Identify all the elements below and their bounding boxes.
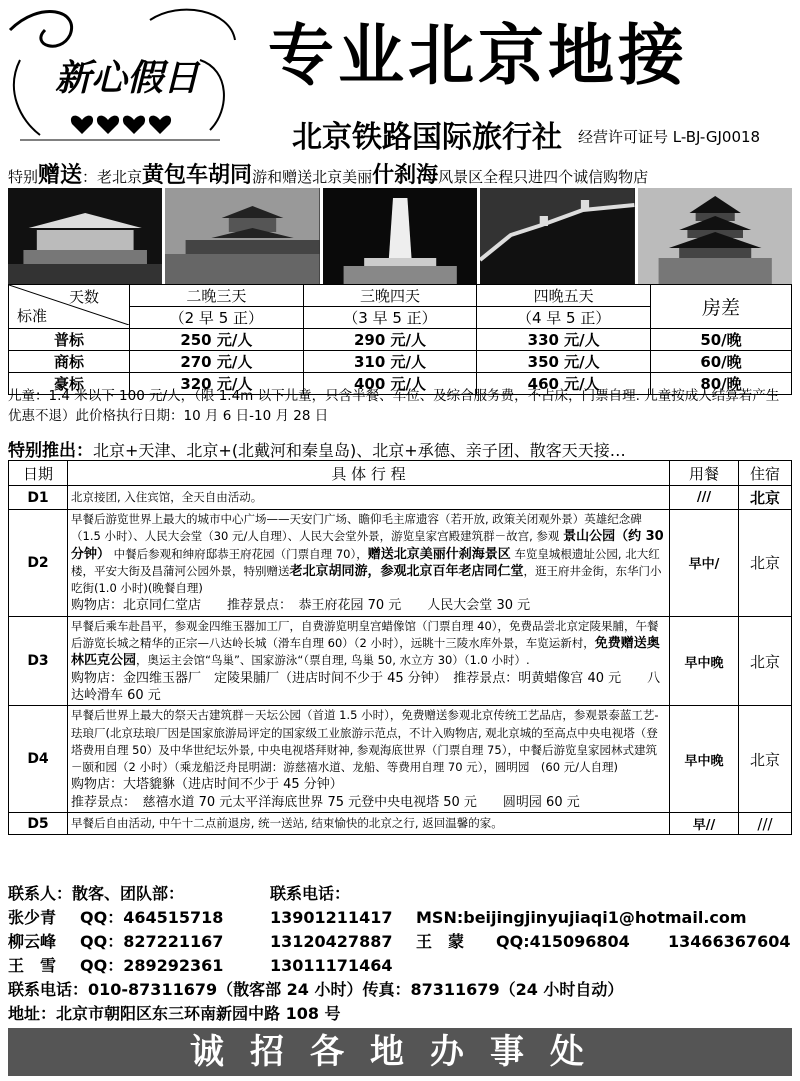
row-label-deluxe: 豪标	[9, 373, 130, 395]
promo-shichahai: 什刹海	[372, 163, 439, 188]
special-text: 北京+天津、北京+(北戴河和秦皇岛)、北京+承德、亲子团、散客天天接…	[93, 441, 626, 460]
d3-stay: 北京	[739, 616, 792, 705]
corner-standard: 标准	[17, 307, 48, 325]
contact-qq: QQ：827221167	[80, 932, 224, 951]
header-meal: 用餐	[670, 461, 739, 486]
tel-fax-row	[8, 978, 792, 1002]
d4-text	[68, 706, 670, 813]
contact-msn: MSN:beijingjinyujiaqi1@hotmail.com	[416, 908, 747, 927]
contact-row	[8, 906, 792, 930]
day-d1: D1	[9, 486, 68, 510]
header-stay: 住宿	[739, 461, 792, 486]
d4-part-1: 早餐后世界上最大的祭天古建筑群－天坛公园（首道 1.5 小时），免费赠送参观北京传统工艺品店，参观景泰蓝工艺-珐琅厂(北京珐琅厂因是国家旅游局评定的国家级工业旅游示范点，不计入购物店, 观北京城的至高点中央电视塔（登塔费用自理 50）及中华世纪坛外景, 中央电视塔拜财神, 参观海底世界（门票自理 75），中餐后游览皇家园林式建筑－颐和园（2 小时）（乘龙船泛舟昆明湖：游慈禧水道、龙船、等费用自理 70 元），圆明园 (60 元/人自理)	[71, 708, 659, 775]
contact-qq: QQ：464515718	[80, 908, 224, 927]
day-d3: D3	[9, 616, 68, 705]
d2-part-5: 车览皇城根遗址公园, 北大红楼，平安大街及昌蒲河公园外景，特别赠送	[71, 546, 660, 578]
address-line: 地址：北京市朝阳区东三环南新园中路 108 号	[8, 1004, 341, 1023]
header-day: 日期	[9, 461, 68, 486]
d4-stay: 北京	[739, 706, 792, 813]
d2-part-3: 中餐后参观和绅府邸恭王府花园（门票自理 70），	[110, 546, 368, 561]
price-cell: 320 元/人	[130, 373, 304, 395]
footer-banner: 诚招各地办事处	[8, 1028, 792, 1076]
d3-part-3: ，奥运主会馆“鸟巢”、国家游泳“（票自理, 鸟巢 50, 水立方 30）（1.0 小时）.	[136, 653, 530, 668]
contact-phone: 13011171464	[270, 956, 393, 975]
promo-rickshaw: 黄包车胡同	[142, 163, 253, 188]
promo-text-3: 风景区全程只进四个诚信购物店	[438, 168, 649, 186]
d3-meal: 早中晚	[670, 616, 739, 705]
contact-row	[8, 954, 792, 978]
col-2n3d-title: 二晚三天	[130, 285, 304, 307]
room-diff-cell: 80/晚	[651, 373, 792, 395]
contacts-section	[8, 882, 792, 1026]
price-cell: 330 元/人	[477, 329, 651, 351]
room-diff-header: 房差	[651, 285, 792, 329]
photo-strip	[8, 188, 792, 284]
price-cell: 350 元/人	[477, 351, 651, 373]
d4-recommend: 推荐景点： 慈禧水道 70 元太平洋海底世界 75 元登中央电视塔 50 元 圆明园 60 元	[71, 794, 580, 810]
d1-stay: 北京	[739, 486, 792, 510]
promo-text-1: ：老北京	[82, 168, 143, 186]
day-d4: D4	[9, 706, 68, 813]
d4-shopping: 购物店：大塔貔貅（进店时间不少于 45 分钟）	[71, 777, 343, 793]
d3-olympic: 免费赠送奥林匹克公园	[71, 636, 660, 669]
temple-of-heaven-photo	[638, 188, 792, 284]
itinerary-table	[8, 460, 792, 835]
contact-row	[8, 930, 792, 954]
room-diff-cell: 60/晚	[651, 351, 792, 373]
room-diff-cell: 50/晚	[651, 329, 792, 351]
row-label-standard: 普标	[9, 329, 130, 351]
d2-stay: 北京	[739, 510, 792, 617]
logo	[0, 0, 240, 150]
contact-phone: 13901211417	[270, 908, 393, 927]
col-3n4d-title: 三晚四天	[303, 285, 477, 307]
contact-qq: QQ：289292361	[80, 956, 224, 975]
d3-shopping: 购物店：金四维玉器厂 定陵果脯厂（进店时间不少于 45 分钟） 推荐景点：明黄蜡像宫 40 元 八达岭滑车 60 元	[71, 670, 661, 703]
d5-meal: 早//	[670, 813, 739, 835]
forbidden-city-photo	[165, 188, 319, 284]
contact-phone: 13120427887	[270, 932, 393, 951]
d2-meal: 早中/	[670, 510, 739, 617]
child-price-note: 儿童：1.4 米以下 100 元/人，（限 1.4m 以下儿童，只含半餐、车位、及综合服务费，不占床，门票自理. 儿童按成人结算若产生优惠不退）此价格执行日期：10 月 6 日-10 月 28 日	[8, 388, 780, 424]
d5-text: 早餐后自由活动, 中午十二点前退房, 统一送站, 结束愉快的北京之行, 返回温馨的家。	[68, 813, 670, 835]
contacts-header	[8, 882, 792, 906]
promo-prefix: 特别	[8, 168, 39, 186]
promo-line	[8, 158, 648, 189]
price-cell: 310 元/人	[303, 351, 477, 373]
contact-phone-label: 联系电话：	[270, 884, 351, 903]
contact-phone: 13466367604	[668, 932, 791, 951]
d3-text	[68, 616, 670, 705]
promo-gift: 赠送	[38, 163, 83, 188]
price-cell: 290 元/人	[303, 329, 477, 351]
special-label: 特别推出：	[8, 441, 93, 461]
col-3n4d-meals: （3 早 5 正）	[303, 307, 477, 329]
d2-text	[68, 510, 670, 617]
col-2n3d-meals: （2 早 5 正）	[130, 307, 304, 329]
col-4n5d-title: 四晚五天	[477, 285, 651, 307]
d1-meal: ///	[670, 486, 739, 510]
contact-name: 王 蒙	[416, 932, 465, 951]
d1-text: 北京接团, 入住宾馆，全天自由活动。	[68, 486, 670, 510]
header-plan: 具 体 行 程	[68, 461, 670, 486]
price-cell: 270 元/人	[130, 351, 304, 373]
agency-name: 北京铁路国际旅行社	[292, 120, 562, 155]
d4-meal: 早中晚	[670, 706, 739, 813]
corner-days: 天数	[68, 288, 99, 306]
row-label-business: 商标	[9, 351, 130, 373]
price-cell: 400 元/人	[303, 373, 477, 395]
logo-ornament	[0, 0, 240, 150]
d2-part-7: ，逛王府井金街，东华门小吃街(1.0 小时)(晚餐自理)	[71, 563, 662, 596]
tel-fax-line: 联系电话：010-87311679（散客部 24 小时）传真：87311679（24 小时自动）	[8, 980, 624, 999]
col-4n5d-meals: （4 早 5 正）	[477, 307, 651, 329]
d2-shopping: 购物店：北京同仁堂店 推荐景点： 恭王府花园 70 元 人民大会堂 30 元	[71, 598, 531, 614]
d3-part-1: 早餐后乘车赴昌平，参观金四维玉器加工厂，自费游览明皇宫蜡像馆（门票自理 40），免费品尝北京定陵果脯，午餐后游览长城之精华的正宗—八达岭长城（滑车自理 60）（2 小时），远眺十三陵水库外景，车览运新村，	[71, 618, 659, 651]
page-title: 专业北京地接	[268, 16, 688, 94]
day-d2: D2	[9, 510, 68, 617]
price-corner-cell	[9, 285, 130, 329]
price-table	[8, 284, 792, 395]
d2-hutong: 老北京胡同游，参观北京百年老店同仁堂	[289, 563, 524, 579]
license-number: 经营许可证号 L-BJ-GJ0018	[578, 128, 761, 146]
d2-part-1: 早餐后游览世界上最大的城市中心广场——天安门广场、瞻仰毛主席遗容（若开放, 政策关闭观外景）英雄纪念碑（1.5 小时）、人民大会堂（30 元/人自理）、人民大会堂外景，游览皇家宫殿建筑群－故宫, 参观	[71, 512, 642, 544]
d5-stay: ///	[739, 813, 792, 835]
price-cell: 460 元/人	[477, 373, 651, 395]
contact-name: 柳云峰	[8, 932, 57, 951]
tiananmen-photo	[8, 188, 162, 284]
contact-person-label: 联系人：散客、团队部：	[8, 884, 185, 903]
price-cell: 250 元/人	[130, 329, 304, 351]
special-offer	[8, 436, 626, 461]
day-d5: D5	[9, 813, 68, 835]
promo-text-2: 游和赠送北京美丽	[252, 168, 373, 186]
monument-photo	[323, 188, 477, 284]
d2-shichahai: 赠送北京美丽什刹海景区	[367, 546, 511, 562]
contact-name: 王 雪	[8, 956, 57, 975]
d2-jingshan: 景山公园（约 30 分钟）	[71, 529, 664, 562]
contact-name: 张少青	[8, 908, 57, 927]
logo-text: 新心假日	[55, 57, 200, 99]
contact-qq: QQ:415096804	[496, 932, 630, 951]
address-row	[8, 1002, 792, 1026]
great-wall-photo	[480, 188, 634, 284]
